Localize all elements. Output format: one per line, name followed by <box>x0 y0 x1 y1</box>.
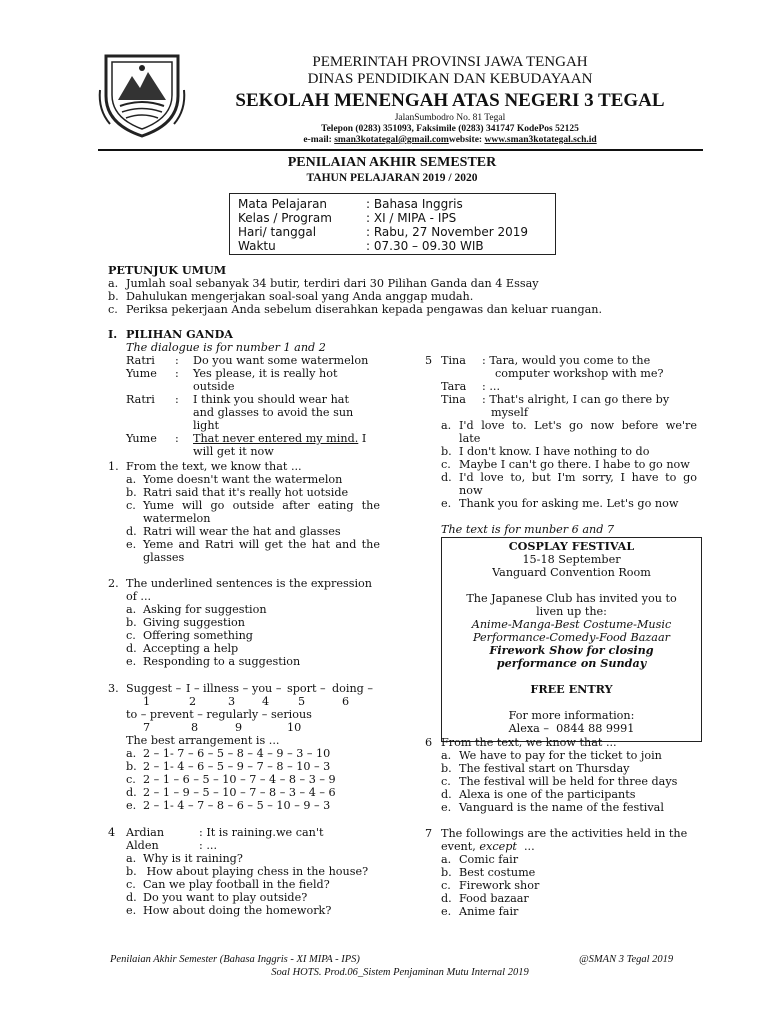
dialogue-line-rest: I <box>358 432 367 445</box>
announcement-firework: performance on Sunday <box>496 656 647 670</box>
word-index: 2 <box>189 695 197 708</box>
announcement-events: Anime-Manga-Best Costume-Music <box>471 618 672 631</box>
option-letter: c. <box>126 773 136 786</box>
question-stem: From the text, we know that ... <box>441 736 617 749</box>
question-number: 3. <box>108 682 119 695</box>
option-text: Asking for suggestion <box>143 603 267 616</box>
header-divider <box>98 149 703 151</box>
word-index: 8 <box>191 721 199 734</box>
option-letter: e. <box>126 655 137 668</box>
option-text: glasses <box>143 551 185 564</box>
option-letter: e. <box>441 801 452 814</box>
question-stem: From the text, we know that ... <box>126 460 302 473</box>
option-text: Yome doesn't want the watermelon <box>143 473 343 486</box>
question-number: 2. <box>108 577 119 590</box>
question-number: 1. <box>108 460 119 473</box>
dialogue-line: : Tara, would you come to the <box>482 354 651 367</box>
jumbled-words-line: to – prevent – regularly – serious <box>126 708 312 721</box>
footer-bottom: Soal HOTS. Prod.06_Sistem Penjaminan Mutu Internal 2019 <box>271 967 529 978</box>
option-letter: e. <box>126 538 137 551</box>
option-letter: b. <box>126 865 137 878</box>
stem-part: event, <box>441 840 476 853</box>
option-text: Firework shor <box>459 879 540 892</box>
option-text: Giving suggestion <box>143 616 245 629</box>
question-stem: The underlined sentences is the expression <box>126 577 372 590</box>
option-letter: b. <box>126 616 137 629</box>
dialogue-line: I think you should wear hat <box>193 393 349 406</box>
jumbled-word: Suggest – <box>126 682 182 695</box>
announcement-title: COSPLAY FESTIVAL <box>508 539 635 553</box>
section-title: PILIHAN GANDA <box>126 327 233 341</box>
jumbled-word: doing – <box>332 682 373 695</box>
general-instructions-title: PETUNJUK UMUM <box>108 263 227 277</box>
info-key-subject: Mata Pelajaran <box>238 197 328 211</box>
header-department-line: DINAS PENDIDIKAN DAN KEBUDAYAAN <box>307 71 593 87</box>
option-text: 2 – 1- 4 – 7 – 8 – 6 – 5 – 10 – 9 – 3 <box>143 799 331 812</box>
exam-title: PENILAIAN AKHIR SEMESTER <box>287 155 497 170</box>
dialogue-line: : ... <box>199 839 217 852</box>
option-letter: b. <box>441 762 452 775</box>
info-value-class: : XI / MIPA - IPS <box>366 211 457 225</box>
dialogue-line: : It is raining.we can't <box>199 826 324 839</box>
instruction-text: Jumlah soal sebanyak 34 butir, terdiri dari 30 Pilihan Ganda dan 4 Essay <box>126 277 539 290</box>
option-text: Ratri said that it's really hot uotside <box>143 486 349 499</box>
option-text: Comic fair <box>459 853 519 866</box>
instruction-letter: a. <box>108 277 119 290</box>
option-text: I'd love to. Let's go now before we're <box>459 419 697 432</box>
word-index: 3 <box>228 695 236 708</box>
info-value-date: : Rabu, 27 November 2019 <box>366 225 528 239</box>
option-text: How about playing chess in the house? <box>143 865 369 878</box>
option-text: I don't know. I have nothing to do <box>459 445 650 458</box>
dialogue-speaker: Ratri <box>126 354 155 367</box>
dialogue-speaker: Yume <box>126 432 157 445</box>
option-text: Accepting a help <box>143 642 239 655</box>
underlined-expression: That never entered my mind. <box>193 432 359 445</box>
option-text: Can we play football in the field? <box>143 878 330 891</box>
option-text: I'd love to, but I'm sorry, I have to go <box>459 471 697 484</box>
option-text: Why is it raining? <box>143 852 243 865</box>
option-letter: e. <box>126 799 137 812</box>
option-letter: a. <box>126 603 137 616</box>
question-number: 6 <box>425 736 433 749</box>
option-letter: c. <box>441 458 451 471</box>
option-letter: c. <box>126 499 136 512</box>
dialogue-colon: : <box>175 393 179 406</box>
footer-left: Penilaian Akhir Semester (Bahasa Inggris - XI MIPA - IPS) <box>110 954 360 965</box>
word-index: 4 <box>262 695 270 708</box>
option-letter: c. <box>441 879 451 892</box>
option-letter: d. <box>126 525 137 538</box>
option-text: Offering something <box>143 629 253 642</box>
option-text: Maybe I can't go there. I habe to go now <box>459 458 690 471</box>
footer-right: @SMAN 3 Tegal 2019 <box>579 954 674 965</box>
announcement-events: Performance-Comedy-Food Bazaar <box>473 631 670 644</box>
question-stem: of ... <box>126 590 152 603</box>
dialogue-speaker: Tina <box>441 354 466 367</box>
dialogue-intro: The dialogue is for number 1 and 2 <box>126 341 326 354</box>
option-letter: c. <box>441 775 451 788</box>
dialogue-speaker: Ardian <box>126 826 165 839</box>
dialogue-line <box>193 432 366 445</box>
option-text: 2 – 1 – 6 – 5 – 10 – 7 – 4 – 8 – 3 – 9 <box>143 773 336 786</box>
dialogue-colon: : <box>175 367 179 380</box>
dialogue-line: and glasses to avoid the sun <box>193 406 354 419</box>
option-letter: e. <box>126 904 137 917</box>
jumbled-word: I – <box>186 682 200 695</box>
option-text: Do you want to play outside? <box>143 891 308 904</box>
cosplay-festival-announcement <box>441 537 702 742</box>
dialogue-line: myself <box>491 406 529 419</box>
dialogue-colon: : <box>175 432 179 445</box>
stem-ellipsis: ... <box>516 840 535 853</box>
option-letter: d. <box>126 891 137 904</box>
dialogue-speaker: Ratri <box>126 393 155 406</box>
option-text: late <box>459 432 481 445</box>
option-letter: a. <box>441 749 452 762</box>
option-letter: b. <box>126 760 137 773</box>
dialogue-line: Do you want some watermelon <box>193 354 369 367</box>
question-stem: The followings are the activities held in the <box>441 827 688 840</box>
dialogue-speaker: Alden <box>126 839 159 852</box>
instruction-letter: b. <box>108 290 119 303</box>
option-text: 2 – 1- 4 – 6 – 5 – 9 – 7 – 8 – 10 – 3 <box>143 760 331 773</box>
option-text: watermelon <box>143 512 211 525</box>
announcement-invite: The Japanese Club has invited you to <box>466 592 677 605</box>
school-name: SEKOLAH MENENGAH ATAS NEGERI 3 TEGAL <box>235 90 665 111</box>
instruction-text: Periksa pekerjaan Anda sebelum diserahkan kepada pengawas dan keluar ruangan. <box>126 303 603 316</box>
website-label: website: <box>448 135 485 145</box>
option-text: Yume will go outside after eating the <box>143 499 380 512</box>
option-letter: d. <box>441 788 452 801</box>
dialogue-speaker: Tara <box>441 380 467 393</box>
jumbled-word: you – <box>252 682 282 695</box>
option-letter: d. <box>126 786 137 799</box>
word-index: 9 <box>235 721 243 734</box>
word-index: 1 <box>143 695 151 708</box>
announcement-free-entry: FREE ENTRY <box>530 682 613 696</box>
exam-info-box <box>229 193 556 255</box>
option-letter: a. <box>441 853 452 866</box>
option-text: Thank you for asking me. Let's go now <box>459 497 679 510</box>
website-link[interactable]: www.sman3kotategal.sch.id <box>484 135 597 145</box>
word-index: 10 <box>287 721 302 734</box>
option-letter: b. <box>441 866 452 879</box>
option-letter: a. <box>126 852 137 865</box>
dialogue-line: light <box>193 419 220 432</box>
province-emblem-logo <box>96 50 188 140</box>
dialogue-speaker: Tina <box>441 393 466 406</box>
option-letter: a. <box>126 473 137 486</box>
option-letter: c. <box>126 878 136 891</box>
option-text: 2 – 1- 7 – 6 – 5 – 8 – 4 – 9 – 3 – 10 <box>143 747 331 760</box>
option-letter: d. <box>441 471 452 484</box>
instruction-letter: c. <box>108 303 118 316</box>
dialogue-line: computer workshop with me? <box>495 367 664 380</box>
email-link[interactable]: sman3kotategal@gmail.com <box>334 135 449 145</box>
option-letter: b. <box>126 486 137 499</box>
option-text: Food bazaar <box>459 892 529 905</box>
info-key-date: Hari/ tanggal <box>238 225 317 239</box>
jumbled-word: sport – <box>287 682 326 695</box>
option-letter: d. <box>126 642 137 655</box>
option-text: Yeme and Ratri will get the hat and the <box>143 538 380 551</box>
info-value-time: : 07.30 – 09.30 WIB <box>366 239 484 253</box>
option-text: The festival will be held for three days <box>459 775 678 788</box>
word-index: 6 <box>342 695 350 708</box>
question-number: 5 <box>425 354 433 367</box>
announcement-info-label: For more information: <box>508 709 635 722</box>
option-text: Alexa is one of the participants <box>459 788 636 801</box>
option-text: Vanguard is the name of the festival <box>459 801 664 814</box>
dialogue-line: : That's alright, I can go there by <box>482 393 670 406</box>
jumbled-word: illness – <box>203 682 249 695</box>
exam-year: TAHUN PELAJARAN 2019 / 2020 <box>306 172 478 184</box>
announcement-date: 15-18 September <box>522 553 621 566</box>
info-key-time: Waktu <box>238 239 276 253</box>
dialogue-colon: : <box>175 354 179 367</box>
dialogue-line: outside <box>193 380 235 393</box>
announcement-invite: liven up the: <box>536 605 607 618</box>
question-stem <box>441 840 535 853</box>
announcement-venue: Vanguard Convention Room <box>492 566 651 579</box>
option-letter: e. <box>441 497 452 510</box>
dialogue-speaker: Yume <box>126 367 157 380</box>
word-index: 7 <box>143 721 151 734</box>
option-text: now <box>459 484 483 497</box>
option-text: 2 – 1 – 9 – 5 – 10 – 7 – 8 – 3 – 4 – 6 <box>143 786 336 799</box>
instruction-text: Dahulukan mengerjakan soal-soal yang Anda anggap mudah. <box>126 290 474 303</box>
option-text: Best costume <box>459 866 536 879</box>
dialogue-line: : ... <box>482 380 500 393</box>
option-letter: d. <box>441 892 452 905</box>
school-phone: Telepon (0283) 351093, Faksimile (0283) 341747 KodePos 52125 <box>321 124 579 134</box>
option-text: Responding to a suggestion <box>143 655 301 668</box>
option-text: Ratri will wear the hat and glasses <box>143 525 341 538</box>
school-address: JalanSumbodro No. 81 Tegal <box>394 113 506 123</box>
option-letter: a. <box>126 747 137 760</box>
option-letter: e. <box>441 905 452 918</box>
option-text: How about doing the homework? <box>143 904 332 917</box>
option-letter: b. <box>441 445 452 458</box>
section-number: I. <box>108 327 118 341</box>
stem-except: except <box>475 840 517 853</box>
announcement-firework: Firework Show for closing <box>489 643 654 657</box>
question-stem: The best arrangement is ... <box>126 734 280 747</box>
option-text: The festival start on Thursday <box>459 762 630 775</box>
announcement-contact: Alexa – 0844 88 9991 <box>508 722 635 735</box>
question-number: 4 <box>108 826 116 839</box>
header-government-line: PEMERINTAH PROVINSI JAWA TENGAH <box>312 54 588 70</box>
question-number: 7 <box>425 827 433 840</box>
email-label: e-mail: <box>303 135 335 145</box>
option-text: We have to pay for the ticket to join <box>459 749 662 762</box>
reading-text-intro: The text is for munber 6 and 7 <box>441 523 615 536</box>
option-letter: c. <box>126 629 136 642</box>
info-key-class: Kelas / Program <box>238 211 332 225</box>
word-index: 5 <box>298 695 306 708</box>
option-text: Anime fair <box>459 905 519 918</box>
school-contact-line <box>200 134 700 146</box>
option-letter: a. <box>441 419 452 432</box>
dialogue-line: Yes please, it is really hot <box>193 367 338 380</box>
info-value-subject: : Bahasa Inggris <box>366 197 463 211</box>
dialogue-line: will get it now <box>193 445 274 458</box>
